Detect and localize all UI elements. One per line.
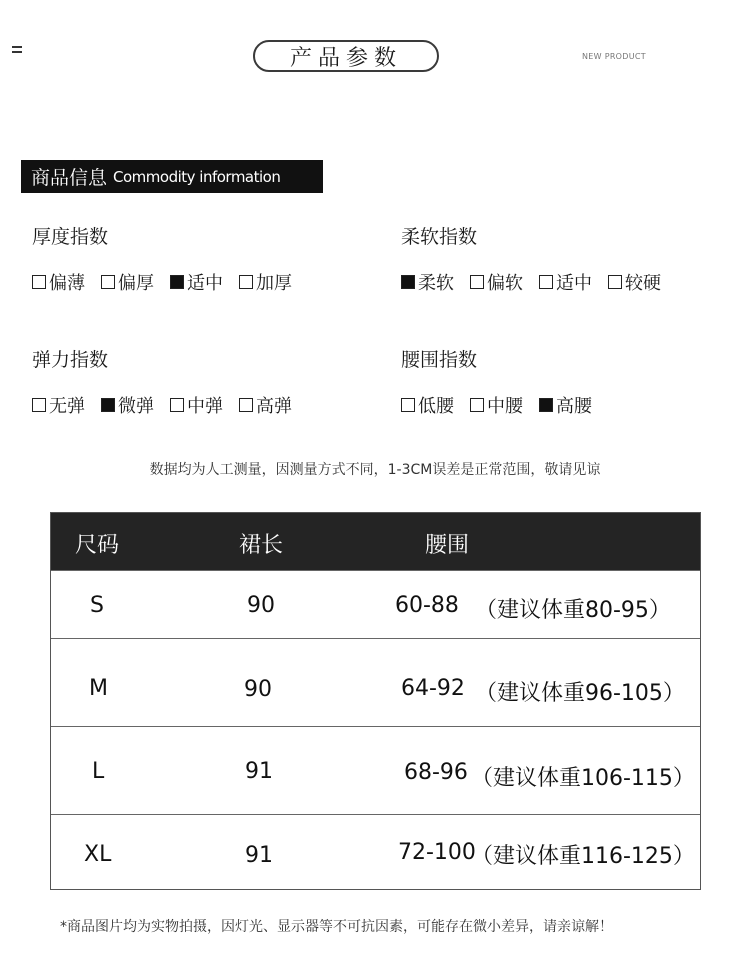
section-header — [21, 160, 323, 193]
table-row — [51, 726, 700, 814]
cell-length: 91 — [245, 843, 273, 868]
checkbox-icon — [608, 275, 622, 289]
cell-weight: （建议体重116-125） — [471, 844, 695, 869]
checkbox-checked-icon — [401, 275, 415, 289]
cell-waist: 60-88 — [395, 593, 459, 618]
cell-length: 91 — [245, 759, 273, 784]
table-row — [51, 570, 700, 638]
checkbox-icon — [239, 275, 253, 289]
option-item[interactable]: 适中 — [170, 269, 223, 295]
table-row — [51, 814, 700, 889]
option-item[interactable]: 偏薄 — [32, 269, 85, 295]
waist-index — [401, 345, 608, 418]
checkbox-icon — [470, 398, 484, 412]
footer-note: *商品图片均为实物拍摄，因灯光、显示器等不可抗因素，可能存在微小差异，请亲谅解！ — [60, 919, 613, 935]
option-item[interactable]: 偏软 — [470, 269, 523, 295]
index-options — [401, 392, 608, 418]
cell-size: M — [89, 676, 108, 701]
option-item[interactable]: 高弹 — [239, 392, 292, 418]
page-title: 产品参数 — [253, 40, 439, 72]
new-product-caption: NEW PRODUCT — [582, 52, 646, 61]
cell-waist: 72-100 — [398, 840, 476, 865]
checkbox-icon — [32, 398, 46, 412]
checkbox-icon — [539, 275, 553, 289]
checkbox-checked-icon — [101, 398, 115, 412]
checkbox-icon — [401, 398, 415, 412]
measure-note: 数据均为人工测量，因测量方式不同，1-3CM误差是正常范围，敬请见谅 — [149, 462, 601, 478]
index-options — [401, 269, 677, 295]
thickness-index — [32, 222, 308, 295]
option-item[interactable]: 高腰 — [539, 392, 592, 418]
header-length: 裙长 — [239, 533, 284, 558]
index-options — [32, 392, 308, 418]
option-item[interactable]: 无弹 — [32, 392, 85, 418]
cell-weight: （建议体重106-115） — [471, 766, 695, 791]
option-item[interactable]: 较硬 — [608, 269, 661, 295]
cell-waist: 68-96 — [404, 760, 468, 785]
checkbox-icon — [239, 398, 253, 412]
cell-waist: 64-92 — [401, 676, 465, 701]
index-title: 弹力指数 — [32, 349, 109, 371]
cell-weight: （建议体重96-105） — [475, 681, 685, 706]
cell-size: L — [92, 759, 105, 784]
table-header — [51, 513, 700, 570]
checkbox-icon — [470, 275, 484, 289]
checkbox-icon — [101, 275, 115, 289]
header-waist: 腰围 — [425, 533, 470, 558]
cell-weight: （建议体重80-95） — [475, 598, 671, 623]
section-title-cn: 商品信息 — [31, 167, 108, 189]
option-item[interactable]: 适中 — [539, 269, 592, 295]
option-item[interactable]: 柔软 — [401, 269, 454, 295]
cell-size: XL — [84, 842, 112, 867]
option-item[interactable]: 偏厚 — [101, 269, 154, 295]
index-title: 腰围指数 — [401, 349, 478, 371]
index-title: 柔软指数 — [401, 226, 478, 248]
cell-length: 90 — [244, 677, 272, 702]
cell-size: S — [90, 593, 104, 618]
option-item[interactable]: 中腰 — [470, 392, 523, 418]
section-title-en: Commodity information — [113, 167, 281, 186]
size-table — [50, 512, 701, 890]
option-item[interactable]: 中弹 — [170, 392, 223, 418]
elasticity-index — [32, 345, 308, 418]
option-item[interactable]: 低腰 — [401, 392, 454, 418]
header-size: 尺码 — [75, 533, 120, 558]
menu-icon[interactable] — [12, 46, 22, 54]
option-item[interactable]: 加厚 — [239, 269, 292, 295]
option-item[interactable]: 微弹 — [101, 392, 154, 418]
checkbox-icon — [170, 398, 184, 412]
checkbox-icon — [32, 275, 46, 289]
index-options — [32, 269, 308, 295]
cell-length: 90 — [247, 593, 275, 618]
softness-index — [401, 222, 677, 295]
table-row — [51, 638, 700, 726]
checkbox-checked-icon — [170, 275, 184, 289]
checkbox-checked-icon — [539, 398, 553, 412]
index-title: 厚度指数 — [32, 226, 109, 248]
